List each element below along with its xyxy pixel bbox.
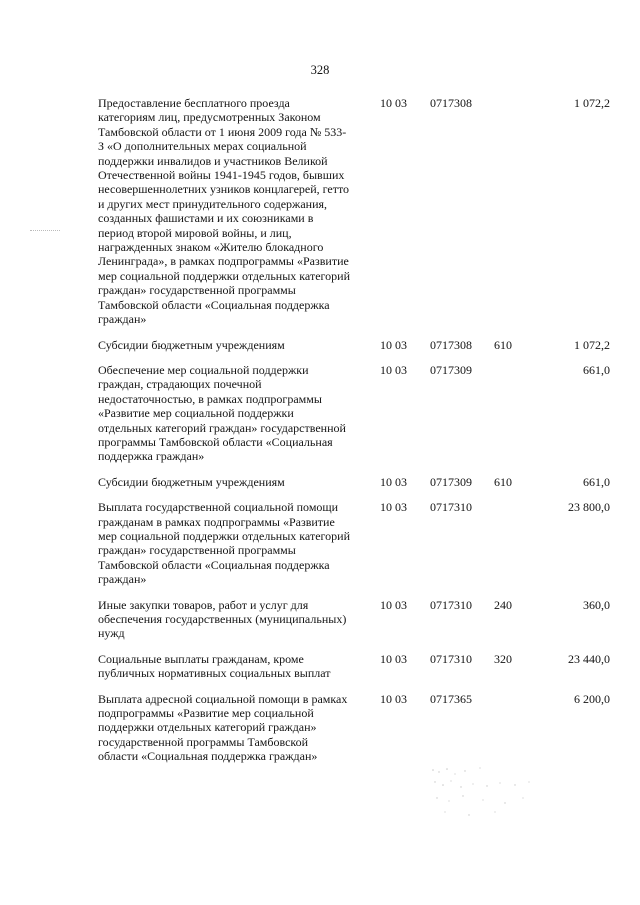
row-type: 610 — [494, 337, 512, 352]
row-code: 0717308 — [430, 337, 472, 352]
table-row — [98, 475, 610, 489]
row-sum: 661,0 — [583, 474, 610, 489]
row-sum: 23 440,0 — [568, 651, 610, 666]
row-section: 10 03 — [380, 651, 407, 666]
row-code: 0717365 — [430, 691, 472, 706]
row-section: 10 03 — [380, 474, 407, 489]
table-row — [98, 338, 610, 352]
row-code: 0717310 — [430, 651, 472, 666]
row-code: 0717309 — [430, 362, 472, 377]
table-row — [98, 598, 610, 641]
row-name: Выплата адресной социальной помощи в рамках подпрограммы «Развитие мер социальной поддержки отдельных категорий граждан» государственной программы Тамбовской области «Социальная поддержка граждан» — [98, 691, 348, 764]
row-section: 10 03 — [380, 362, 407, 377]
page-number: 328 — [310, 63, 330, 77]
row-name: Предоставление бесплатного проезда категориям лиц, предусмотренных Законом Тамбовской области от 1 июня 2009 года № 533-З «О дополнительных мерах социальной поддержки инвалидов и участников Великой Отечественной войны 1941-1945 годов, бывших несовершеннолетних узников концлагерей, гетто и других мест принудительного содержания, созданных фашистами и их союзниками в период второй мировой войны, и лиц, награжденных знаком «Жителю блокадного Ленинграда», в рамках подпрограммы «Развитие мер социальной поддержки отдельных категорий граждан» государственной программы Тамбовской области «Социальная поддержка граждан» — [98, 96, 350, 327]
row-sum: 661,0 — [583, 362, 610, 377]
row-section: 10 03 — [380, 500, 407, 515]
budget-table — [98, 96, 610, 775]
row-section: 10 03 — [380, 96, 407, 110]
row-type: 610 — [494, 474, 512, 489]
row-sum: 360,0 — [583, 597, 610, 612]
row-sum: 1 072,2 — [574, 96, 610, 110]
row-section: 10 03 — [380, 691, 407, 706]
margin-mark — [30, 230, 60, 232]
row-name: Субсидии бюджетным учреждениям — [98, 337, 285, 352]
row-code: 0717310 — [430, 597, 472, 612]
row-code: 0717308 — [430, 96, 472, 110]
row-name: Субсидии бюджетным учреждениям — [98, 474, 285, 489]
row-type: 240 — [494, 597, 512, 612]
row-name: Социальные выплаты гражданам, кроме публичных нормативных социальных выплат — [98, 651, 331, 681]
row-type: 320 — [494, 651, 512, 666]
row-name: Выплата государственной социальной помощи гражданам в рамках подпрограммы «Развитие мер социальной поддержки отдельных категорий граждан» государственной программы Тамбовской области «Социальная поддержка граждан» — [98, 500, 350, 587]
row-name: Иные закупки товаров, работ и услуг для обеспечения государственных (муниципальных) нужд — [98, 597, 347, 641]
row-section: 10 03 — [380, 337, 407, 352]
table-row — [98, 692, 610, 764]
table-row — [98, 652, 610, 681]
row-code: 0717310 — [430, 500, 472, 515]
table-row — [98, 500, 610, 586]
faint-stamp-marks — [425, 760, 545, 820]
row-sum: 1 072,2 — [574, 337, 610, 352]
row-sum: 6 200,0 — [574, 691, 610, 706]
row-sum: 23 800,0 — [568, 500, 610, 515]
table-row — [98, 363, 610, 464]
table-row — [98, 96, 610, 327]
row-name: Обеспечение мер социальной поддержки граждан, страдающих почечной недостаточностью, в рамках подпрограммы «Развитие мер социальной поддержки отдельных категорий граждан» государственной программы Тамбовской области «Социальная поддержка граждан» — [98, 362, 346, 464]
row-section: 10 03 — [380, 597, 407, 612]
row-code: 0717309 — [430, 474, 472, 489]
